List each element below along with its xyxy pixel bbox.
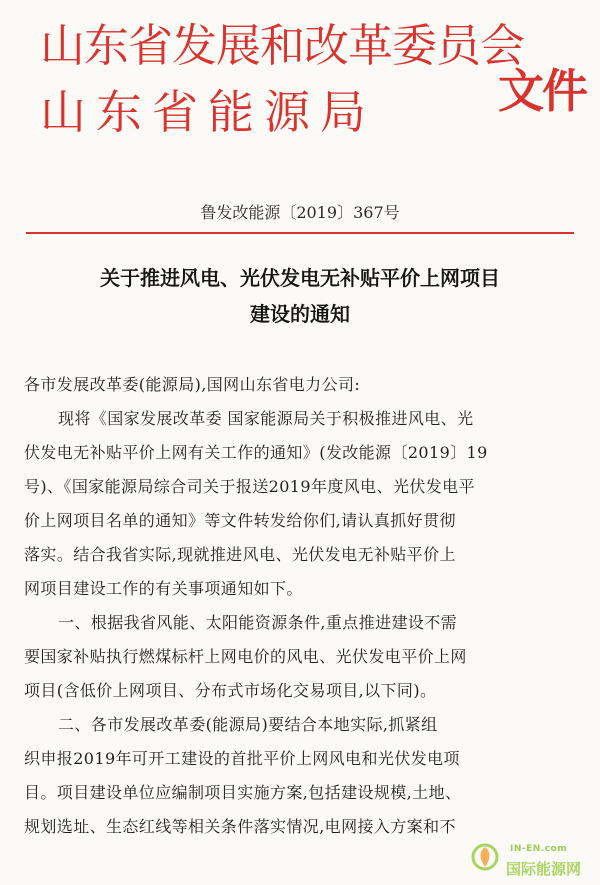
body-line: 要国家补贴执行燃煤标杆上网电价的风电、光伏发电平价上网 [24, 647, 467, 666]
issuer-line-1: 山东省发展和改革委员会 [40, 19, 525, 72]
body-line: 网项目建设工作的有关事项通知如下。 [24, 579, 303, 598]
body-line: 二、各市发展改革委(能源局)要结合本地实际,抓紧组 [58, 715, 438, 734]
notice-title-line-1: 关于推进风电、光伏发电无补贴平价上网项目 [100, 266, 500, 290]
notice-title-line-2: 建设的通知 [250, 302, 350, 326]
body-line: 织申报2019年可开工建设的首批平价上网风电和光伏发电项 [24, 749, 460, 768]
body-line: 号)、《国家能源局综合司关于报送2019年度风电、光伏发电平 [24, 477, 475, 496]
site-watermark [470, 836, 600, 885]
body-line: 落实。结合我省实际,现就推进风电、光伏发电无补贴平价上 [24, 545, 456, 564]
notice-body [24, 368, 584, 844]
header-divider [26, 232, 574, 234]
body-line: 伏发电无补贴平价上网有关工作的通知》(发改能源〔2019〕19 [24, 443, 488, 462]
body-line: 项目(含低价上网项目、分布式市场化交易项目,以下同)。 [24, 681, 437, 700]
body-line: 现将《国家发展改革委 国家能源局关于积极推进风电、光 [58, 409, 474, 428]
document-type-label: 文件 [498, 64, 586, 118]
energy-leaf-icon [470, 842, 500, 872]
watermark-url: IN-EN.com [510, 844, 568, 854]
watermark-name: 国际能源网 [506, 860, 582, 878]
body-line: 规划选址、生态红线等相关条件落实情况,电网接入方案和不 [24, 817, 456, 836]
document-number: 鲁发改能源〔2019〕367号 [200, 203, 400, 222]
body-line: 一、根据我省风能、太阳能资源条件,重点推进建设不需 [58, 613, 458, 632]
issuer-line-2: 山东省能源局 [40, 85, 376, 139]
body-line: 目。项目建设单位应编制项目实施方案,包括建设规模,土地、 [24, 783, 462, 802]
body-line: 价上网项目名单的通知》等文件转发给你们,请认真抓好贯彻 [24, 511, 456, 530]
document-header [0, 0, 600, 170]
body-line: 各市发展改革委(能源局),国网山东省电力公司: [24, 375, 361, 394]
